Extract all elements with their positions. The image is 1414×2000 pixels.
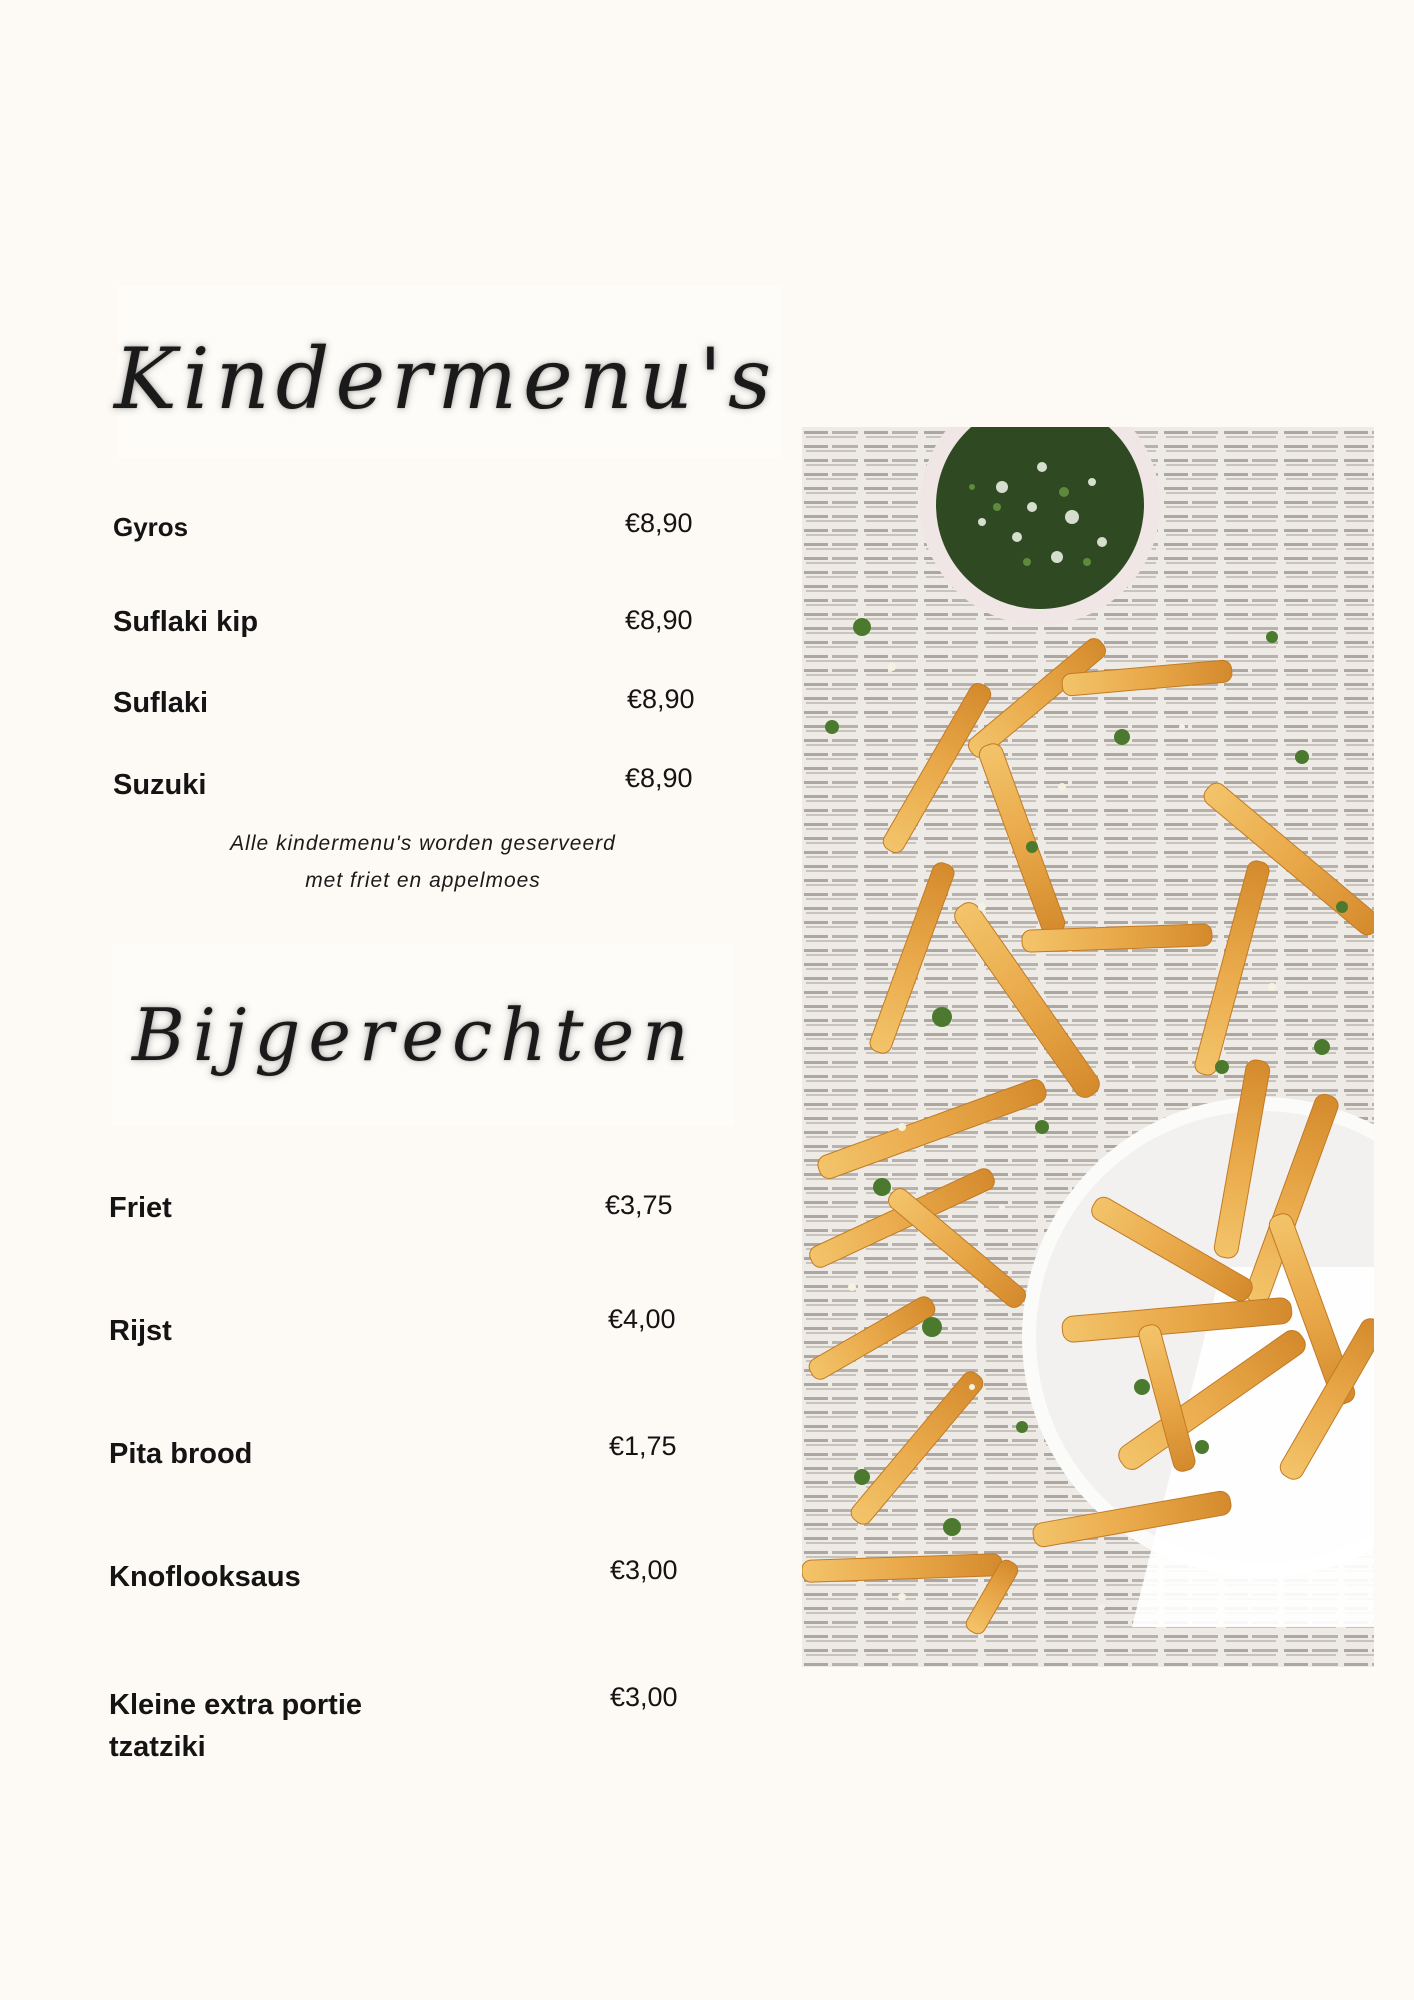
kids-item-price: €8,90 [625, 605, 693, 635]
sides-item-name: Pita brood [109, 1438, 253, 1470]
sides-item-name-line2: tzatziki [109, 1731, 206, 1763]
sides-item-price: €3,00 [610, 1555, 678, 1585]
fries-illustration [802, 427, 1374, 1667]
kids-item-name: Suzuki [113, 769, 207, 801]
kids-item-name: Gyros [113, 512, 189, 542]
sides-item-name [109, 1684, 362, 1768]
kids-item-name: Suflaki [113, 687, 209, 719]
kids-item-price: €8,90 [625, 763, 693, 793]
kids-item-price: €8,90 [627, 684, 695, 714]
sides-item-name: Knoflooksaus [109, 1561, 301, 1593]
kids-note [168, 825, 678, 899]
fries-photo [802, 427, 1374, 1667]
kids-item-name: Suflaki kip [113, 606, 259, 638]
sides-item-name-line1: Kleine extra portie [109, 1689, 363, 1721]
kids-note-line2: met friet en appelmoes [305, 869, 541, 892]
sides-title: Bijgerechten [132, 993, 697, 1077]
kids-title: Kindermenu's [114, 330, 778, 428]
kids-item-price: €8,90 [625, 508, 693, 538]
sides-item-price: €4,00 [608, 1304, 676, 1334]
sides-item-name: Rijst [109, 1315, 172, 1347]
kids-note-line1: Alle kindermenu's worden geserveerd [230, 832, 616, 855]
sides-item-price: €1,75 [609, 1431, 677, 1461]
sides-item-price: €3,75 [605, 1190, 673, 1220]
sides-item-price: €3,00 [610, 1682, 678, 1712]
sides-item-name: Friet [109, 1192, 172, 1224]
